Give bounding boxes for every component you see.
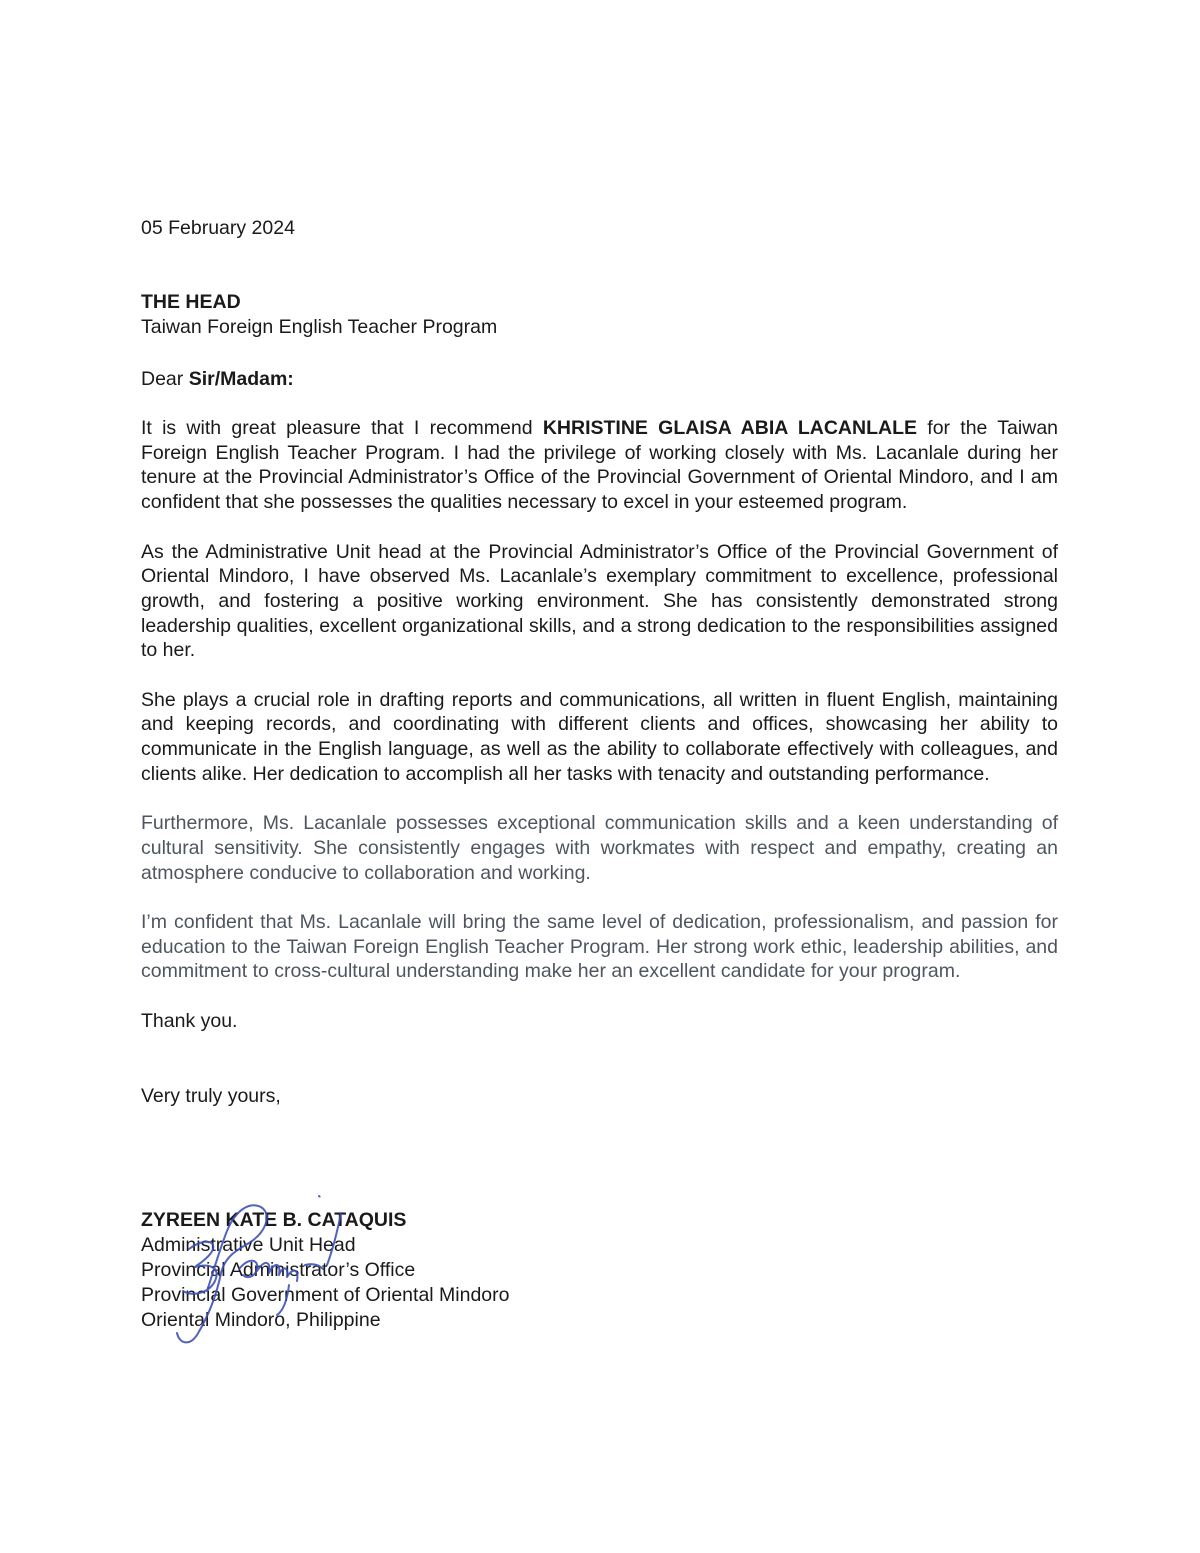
salutation-prefix: Dear	[141, 368, 189, 390]
signatory-office: Provincial Administrator’s Office	[141, 1258, 416, 1281]
paragraph-confidence: I’m confident that Ms. Lacanlale will bring the same level of dedication, professionalism, and passion for education to the Taiwan Foreign English Teacher Program. Her strong work ethic, leadership abilities, and commitment to cross-cultural understanding make her an excellent candidate for your program.	[141, 911, 1058, 983]
signatory-name: ZYREEN KATE B. CATAQUIS	[141, 1208, 407, 1231]
recipient-organization: Taiwan Foreign English Teacher Program	[141, 316, 498, 338]
salutation-name: Sir/Madam:	[188, 368, 294, 390]
salutation	[141, 367, 1058, 392]
signatory-location: Oriental Mindoro, Philippine	[141, 1308, 381, 1331]
paragraph-recommendation-rest: for the Taiwan Foreign English Teacher Program. I had the privilege of working closely with Ms. Lacanlale during her tenure at the Provincial Administrator’s Office of the Provincial Government of Oriental Mindoro, and I am confident that she possesses the qualities necessary to excel in your esteemed program.	[141, 417, 1059, 514]
signatory-government: Provincial Government of Oriental Mindoro	[141, 1283, 510, 1306]
candidate-name: KHRISTINE GLAISA ABIA LACANLALE	[542, 417, 918, 439]
paragraph-observation: As the Administrative Unit head at the Provincial Administrator’s Office of the Provincial Government of Oriental Mindoro, I have observed Ms. Lacanlale’s exemplary commitment to excellence, professional growth, and fostering a positive working environment. She has consistently demonstrated strong leadership qualities, excellent organizational skills, and a strong dedication to the responsibilities assigned to her.	[141, 540, 1058, 662]
paragraph-communication: Furthermore, Ms. Lacanlale possesses exceptional communication skills and a keen understanding of cultural sensitivity. She consistently engages with workmates with respect and empathy, creating an atmosphere conducive to collaboration and working.	[141, 812, 1058, 884]
recipient-title: THE HEAD	[141, 291, 241, 313]
thanks-line: Thank you.	[141, 1009, 238, 1032]
paragraph-recommendation	[141, 416, 1058, 515]
paragraph-recommendation-intro: It is with great pleasure that I recommend	[141, 417, 543, 439]
letter-body	[141, 214, 1058, 1333]
letter-date: 05 February 2024	[141, 217, 295, 239]
closing-line: Very truly yours,	[141, 1084, 281, 1107]
paragraph-role: She plays a crucial role in drafting reports and communications, all written in fluent English, maintaining and keeping records, and coordinating with different clients and offices, showcasing her ability to communicate in the English language, as well as the ability to collaborate effectively with colleagues, and clients alike. Her dedication to accomplish all her tasks with tenacity and outstanding performance.	[141, 688, 1058, 785]
signatory-position: Administrative Unit Head	[141, 1233, 356, 1256]
